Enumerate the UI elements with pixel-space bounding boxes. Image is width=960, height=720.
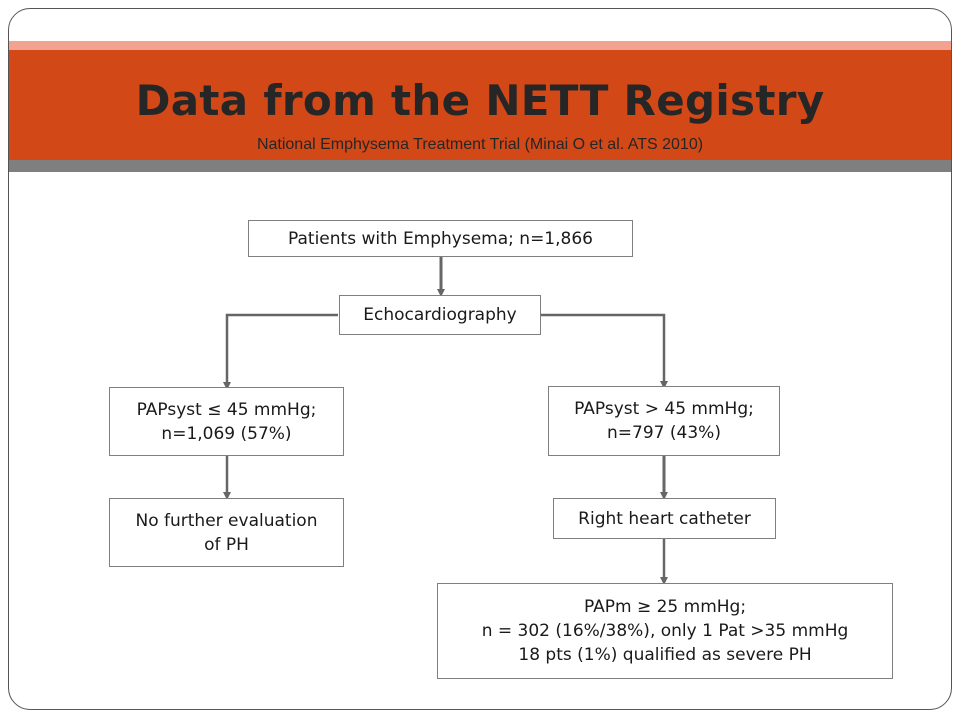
papsyst-high-line2: n=797 (43%) xyxy=(607,423,721,443)
connector-echo-to-left xyxy=(227,315,338,386)
slide-title: Data from the NETT Registry xyxy=(135,76,825,125)
slide-subtitle: National Emphysema Treatment Trial (Minai O et al. ATS 2010) xyxy=(256,136,704,153)
no-further-line1: No further evaluation xyxy=(135,510,318,531)
patients-label: Patients with Emphysema; n=1,866 xyxy=(288,228,593,249)
papsyst-high-line1: PAPsyst > 45 mmHg; xyxy=(574,399,754,419)
no-further-line2: of PH xyxy=(204,534,249,555)
right-heart-catheter-label: Right heart catheter xyxy=(578,508,751,529)
papm-result-box xyxy=(437,583,893,679)
papm-line3: 18 pts (1%) qualified as severe PH xyxy=(518,645,812,665)
papm-line1: PAPm ≥ 25 mmHg; xyxy=(583,597,747,617)
connector-echo-to-right xyxy=(541,315,664,385)
papm-line2: n = 302 (16%/38%), only 1 Pat >35 mmHg xyxy=(481,621,849,641)
papsyst-low-line1: PAPsyst ≤ 45 mmHg; xyxy=(136,399,317,420)
papsyst-low-box xyxy=(109,387,344,456)
echocardiography-box xyxy=(339,295,541,335)
papsyst-high-box xyxy=(548,386,780,456)
no-further-evaluation-box xyxy=(109,498,344,567)
papsyst-low-line2: n=1,069 (57%) xyxy=(161,423,292,444)
echocardiography-label: Echocardiography xyxy=(363,305,517,325)
right-heart-catheter-box xyxy=(553,498,776,539)
patients-box xyxy=(248,220,633,257)
